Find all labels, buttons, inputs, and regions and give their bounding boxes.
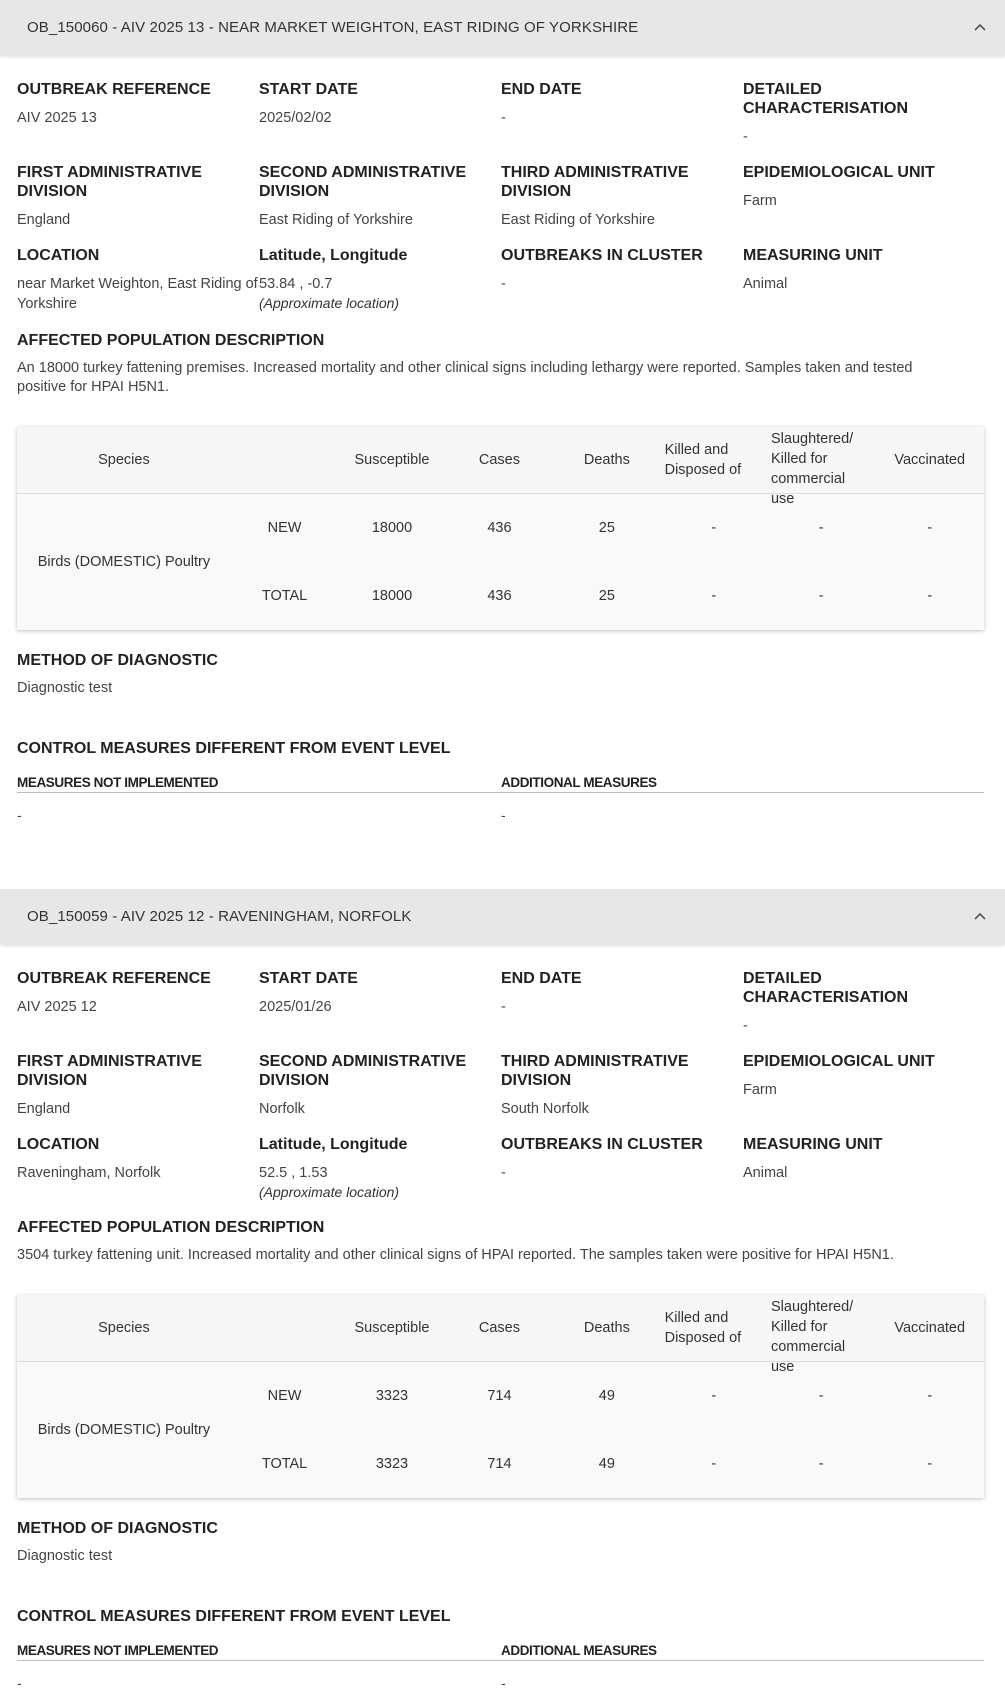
chevron-up-icon[interactable] (973, 912, 987, 922)
field-value: East Riding of Yorkshire (259, 212, 413, 228)
cell-susceptible: 18000 (371, 520, 413, 536)
control-measures-grid (17, 1643, 984, 1691)
field-value: AIV 2025 12 (17, 999, 97, 1015)
additional-measures-value: - (501, 807, 506, 823)
field-value: Farm (743, 193, 777, 209)
field-value: 2025/01/26 (259, 999, 332, 1015)
method-of-diagnostic-value: Diagnostic test (17, 1548, 113, 1564)
field-label: LOCATION (17, 247, 100, 264)
outbreak-header[interactable] (0, 889, 1005, 944)
field-value: South Norfolk (501, 1101, 589, 1117)
col-susceptible: Susceptible (338, 1295, 445, 1362)
field-label: LOCATION (17, 1136, 100, 1153)
col-killed-disposed: Killed and Disposed of (661, 1295, 767, 1362)
field-start-date (259, 80, 501, 147)
field-value: - (501, 1165, 506, 1181)
field-value: England (17, 1101, 71, 1117)
row-label: NEW (267, 520, 302, 536)
chevron-up-icon[interactable] (973, 23, 987, 33)
col-species: Species (17, 427, 231, 494)
col-killed-disposed: Killed and Disposed of (661, 427, 767, 494)
field-label: MEASURING UNIT (743, 247, 883, 264)
affected-population-text: An 18000 turkey fattening premises. Increased mortality and other clinical signs including lethargy were reported. Samples taken and tested positive for HPAI H5N1. (17, 360, 913, 395)
field-first-admin (17, 1052, 259, 1119)
field-label: EPIDEMIOLOGICAL UNIT (743, 1053, 935, 1070)
species-table (17, 1295, 984, 1498)
cell-susceptible: 3323 (375, 1388, 409, 1404)
field-second-admin (259, 1052, 501, 1119)
control-measures-title: CONTROL MEASURES DIFFERENT FROM EVENT LEVEL (17, 1608, 451, 1625)
cell-vaccinated: - (927, 1456, 933, 1472)
field-label: THIRD ADMINISTRATIVE DIVISION (501, 164, 689, 200)
cell-killed: - (711, 1388, 717, 1404)
field-value: - (501, 276, 506, 292)
field-measuring-unit (743, 1135, 985, 1201)
col-slaughtered (767, 1295, 875, 1375)
field-outbreaks-in-cluster (501, 1135, 743, 1201)
slaughtered-label: Slaughtered/ Killed for commercial use (770, 431, 854, 507)
cell-susceptible: 18000 (371, 588, 413, 604)
table-header-row (17, 427, 984, 494)
col-deaths: Deaths (553, 1295, 660, 1362)
outbreak-body (0, 969, 1005, 1691)
col-vaccinated: Vaccinated (875, 1295, 984, 1362)
col-susceptible: Susceptible (338, 427, 445, 494)
control-measures-grid (17, 775, 984, 823)
cell-killed: - (711, 520, 717, 536)
method-of-diagnostic-label: METHOD OF DIAGNOSTIC (17, 1520, 218, 1537)
row-label: TOTAL (261, 1456, 308, 1472)
row-label: NEW (267, 1388, 302, 1404)
outbreak-fields (17, 969, 984, 1217)
field-label: MEASURING UNIT (743, 1136, 883, 1153)
field-label: FIRST ADMINISTRATIVE DIVISION (17, 1053, 202, 1089)
field-label: DETAILED CHARACTERISATION (743, 970, 909, 1006)
field-end-date (501, 969, 743, 1036)
field-third-admin (501, 1052, 743, 1119)
field-value: 53.84 , -0.7 (259, 276, 333, 292)
field-first-admin (17, 163, 259, 230)
cell-vaccinated: - (927, 588, 933, 604)
method-of-diagnostic-value: Diagnostic test (17, 680, 113, 696)
table-header-row (17, 1295, 984, 1362)
field-end-date (501, 80, 743, 147)
col-deaths: Deaths (553, 427, 660, 494)
method-of-diagnostic-label: METHOD OF DIAGNOSTIC (17, 652, 218, 669)
col-species: Species (17, 1295, 231, 1362)
species-cell: Birds (DOMESTIC) Poultry (37, 1422, 211, 1438)
field-outbreak-reference (17, 80, 259, 147)
field-measuring-unit (743, 246, 985, 314)
field-value: - (501, 999, 506, 1015)
field-label: SECOND ADMINISTRATIVE DIVISION (259, 164, 467, 200)
field-value: - (743, 129, 748, 145)
field-outbreaks-in-cluster (501, 246, 743, 314)
field-value: England (17, 212, 71, 228)
field-label: START DATE (259, 970, 358, 987)
field-label: SECOND ADMINISTRATIVE DIVISION (259, 1053, 467, 1089)
outbreak-panel (0, 0, 1005, 823)
field-label: OUTBREAKS IN CLUSTER (501, 1136, 703, 1153)
affected-population-label: AFFECTED POPULATION DESCRIPTION (17, 332, 325, 349)
field-lat-long (259, 1135, 501, 1201)
field-label: Latitude, Longitude (259, 1136, 408, 1153)
control-measures-title: CONTROL MEASURES DIFFERENT FROM EVENT LEVEL (17, 740, 451, 757)
cell-deaths: 25 (598, 588, 615, 604)
col-empty (231, 1295, 338, 1362)
field-label: OUTBREAK REFERENCE (17, 970, 211, 987)
field-start-date (259, 969, 501, 1036)
cell-deaths: 25 (598, 520, 615, 536)
outbreak-title: OB_150060 - AIV 2025 13 - NEAR MARKET WEIGHTON, EAST RIDING OF YORKSHIRE (27, 19, 639, 36)
field-label: EPIDEMIOLOGICAL UNIT (743, 164, 935, 181)
col-slaughtered (767, 427, 875, 507)
field-epi-unit (743, 163, 985, 230)
measures-not-implemented-value: - (17, 1675, 22, 1691)
field-label: Latitude, Longitude (259, 247, 408, 264)
field-third-admin (501, 163, 743, 230)
cell-susceptible: 3323 (375, 1456, 409, 1472)
cell-cases: 436 (487, 588, 512, 604)
row-label: TOTAL (261, 588, 308, 604)
cell-vaccinated: - (927, 520, 933, 536)
col-cases: Cases (446, 427, 553, 494)
field-lat-long (259, 246, 501, 314)
field-outbreak-reference (17, 969, 259, 1036)
field-second-admin (259, 163, 501, 230)
approximate-location-note: (Approximate location) (259, 295, 400, 311)
col-vaccinated: Vaccinated (875, 427, 984, 494)
species-table-card (17, 1295, 984, 1498)
field-value: - (743, 1018, 748, 1034)
cell-killed: - (711, 588, 717, 604)
approximate-location-note: (Approximate location) (259, 1184, 400, 1200)
field-value: 2025/02/02 (259, 110, 332, 126)
cell-slaughtered: - (818, 520, 824, 536)
field-value: near Market Weighton, East Riding of Yorkshire (17, 276, 258, 312)
field-label: THIRD ADMINISTRATIVE DIVISION (501, 1053, 689, 1089)
field-detailed-characterisation (743, 80, 985, 147)
field-label: DETAILED CHARACTERISATION (743, 81, 909, 117)
col-empty (231, 427, 338, 494)
outbreak-header[interactable] (0, 0, 1005, 55)
field-value: East Riding of Yorkshire (501, 212, 655, 228)
outbreak-title: OB_150059 - AIV 2025 12 - RAVENINGHAM, NORFOLK (27, 908, 412, 925)
cell-slaughtered: - (818, 588, 824, 604)
measures-not-implemented-label: MEASURES NOT IMPLEMENTED (17, 775, 501, 793)
slaughtered-label: Slaughtered/ Killed for commercial use (770, 1299, 854, 1375)
outbreak-fields (17, 80, 984, 330)
cell-cases: 714 (487, 1456, 512, 1472)
field-label: OUTBREAK REFERENCE (17, 81, 211, 98)
field-value: 52.5 , 1.53 (259, 1165, 328, 1181)
field-epi-unit (743, 1052, 985, 1119)
cell-deaths: 49 (598, 1388, 615, 1404)
section-spacer (0, 823, 1005, 889)
col-cases: Cases (446, 1295, 553, 1362)
species-cell: Birds (DOMESTIC) Poultry (37, 554, 211, 570)
additional-measures-label: ADDITIONAL MEASURES (501, 1643, 984, 1661)
field-value: - (501, 110, 506, 126)
field-label: OUTBREAKS IN CLUSTER (501, 247, 703, 264)
cell-vaccinated: - (927, 1388, 933, 1404)
cell-slaughtered: - (818, 1456, 824, 1472)
additional-measures-label: ADDITIONAL MEASURES (501, 775, 984, 793)
affected-population-label: AFFECTED POPULATION DESCRIPTION (17, 1219, 325, 1236)
cell-deaths: 49 (598, 1456, 615, 1472)
cell-cases: 436 (487, 520, 512, 536)
field-location (17, 1135, 259, 1201)
field-label: END DATE (501, 970, 582, 987)
table-row (17, 494, 984, 563)
outbreak-panel (0, 889, 1005, 1691)
measures-not-implemented-value: - (17, 807, 22, 823)
field-value: Farm (743, 1082, 777, 1098)
field-label: START DATE (259, 81, 358, 98)
species-table (17, 427, 984, 630)
field-value: AIV 2025 13 (17, 110, 97, 126)
field-value: Norfolk (259, 1101, 305, 1117)
field-value: Raveningham, Norfolk (17, 1165, 161, 1181)
cell-cases: 714 (487, 1388, 512, 1404)
field-label: END DATE (501, 81, 582, 98)
cell-slaughtered: - (818, 1388, 824, 1404)
affected-population-text: 3504 turkey fattening unit. Increased mortality and other clinical signs of HPAI reported. The samples taken were positive for HPAI H5N1. (17, 1247, 894, 1263)
cell-killed: - (711, 1456, 717, 1472)
field-detailed-characterisation (743, 969, 985, 1036)
additional-measures-value: - (501, 1675, 506, 1691)
field-value: Animal (743, 276, 788, 292)
measures-not-implemented-label: MEASURES NOT IMPLEMENTED (17, 1643, 501, 1661)
field-label: FIRST ADMINISTRATIVE DIVISION (17, 164, 202, 200)
table-row (17, 1362, 984, 1431)
field-location (17, 246, 259, 314)
outbreak-body (0, 80, 1005, 823)
species-table-card (17, 427, 984, 630)
field-value: Animal (743, 1165, 788, 1181)
